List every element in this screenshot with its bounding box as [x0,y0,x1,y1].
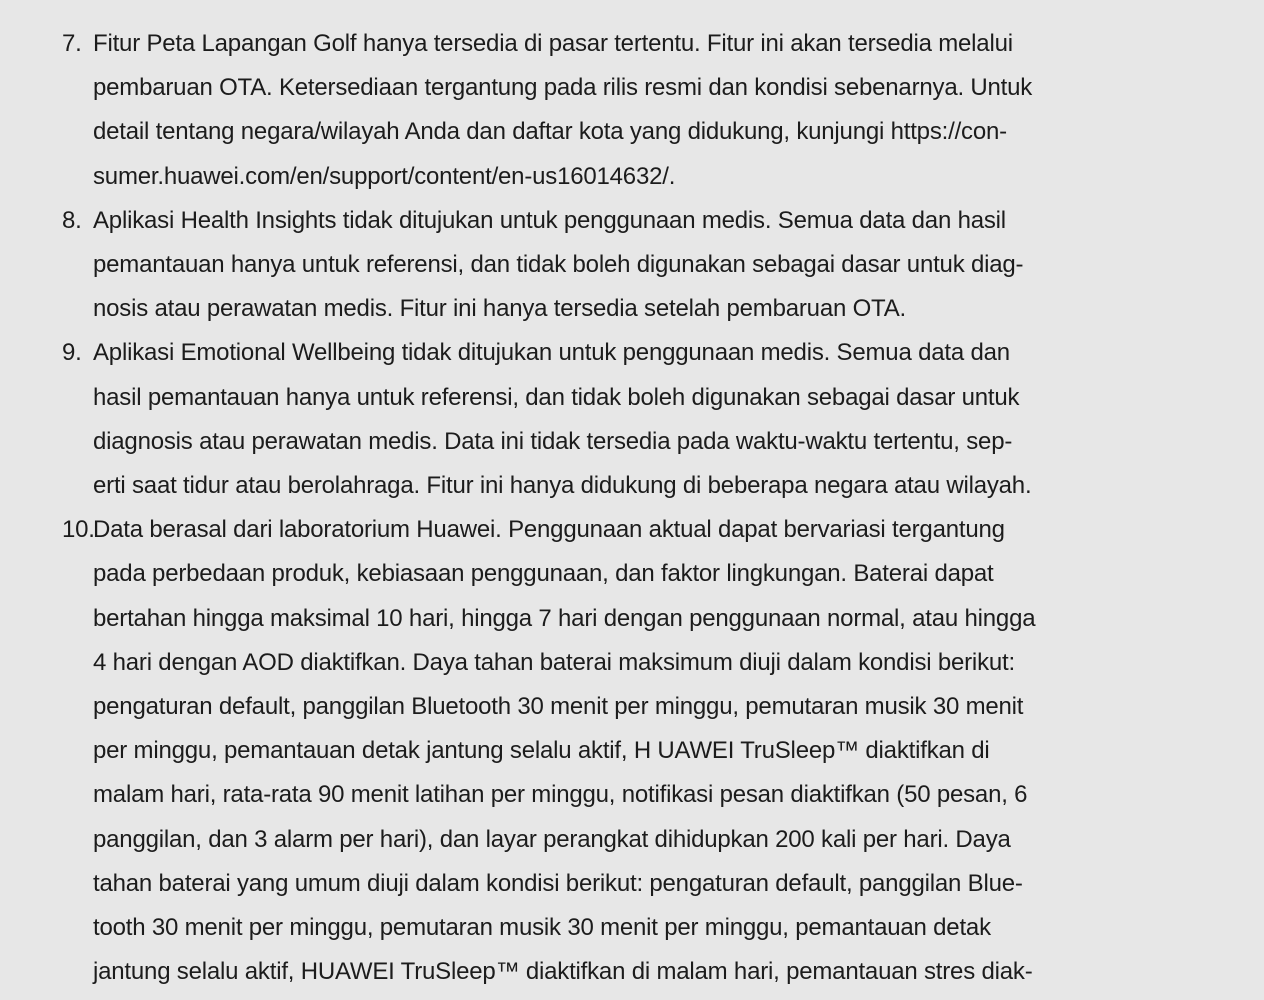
footnote-10 [62,508,1202,994]
footnote-line: sumer.huawei.com/en/support/content/en-us16014632/. [93,162,676,190]
footnote-line: erti saat tidur atau berolahraga. Fitur ini hanya didukung di beberapa negara atau wilayah. [93,472,1032,500]
footnote-line: per minggu, pemantauan detak jantung selalu aktif, H UAWEI TruSleep™ diaktifkan di [93,737,990,765]
footnote-line: diagnosis atau perawatan medis. Data ini tidak tersedia pada waktu-waktu tertentu, sep- [93,427,1013,455]
footnote-line: pada perbedaan produk, kebiasaan penggunaan, dan faktor lingkungan. Baterai dapat [93,560,994,588]
footnote-line: tahan baterai yang umum diuji dalam kondisi berikut: pengaturan default, panggilan Blue- [93,869,1023,897]
footnote-9 [62,331,1202,508]
footnote-number: 10. [62,516,95,544]
footnote-line: pemantauan hanya untuk referensi, dan tidak boleh digunakan sebagai dasar untuk diag- [93,251,1024,279]
footnote-line: Aplikasi Health Insights tidak ditujukan untuk penggunaan medis. Semua data dan hasil [93,206,1006,234]
footnote-line: 4 hari dengan AOD diaktifkan. Daya tahan baterai maksimum diuji dalam kondisi berikut: [93,648,1015,676]
footnote-line: pengaturan default, panggilan Bluetooth 30 menit per minggu, pemutaran musik 30 menit [93,693,1024,721]
footnote-line: hasil pemantauan hanya untuk referensi, dan tidak boleh digunakan sebagai dasar untuk [93,383,1020,411]
footnote-line: Data berasal dari laboratorium Huawei. Penggunaan aktual dapat bervariasi tergantung [93,516,1005,544]
footnote-number: 8. [62,206,82,234]
footnote-line: Aplikasi Emotional Wellbeing tidak ditujukan untuk penggunaan medis. Semua data dan [93,339,1010,367]
footnote-line: pembaruan OTA. Ketersediaan tergantung pada rilis resmi dan kondisi sebenarnya. Untuk [93,74,1033,102]
footnotes-list [62,22,1202,994]
footnote-line: jantung selalu aktif, HUAWEI TruSleep™ diaktifkan di malam hari, pemantauan stres diak- [93,958,1033,986]
footnote-line: Fitur Peta Lapangan Golf hanya tersedia di pasar tertentu. Fitur ini akan tersedia melalui [93,30,1013,57]
footnote-8 [62,199,1202,332]
footnote-number: 9. [62,339,82,367]
footnote-line: detail tentang negara/wilayah Anda dan daftar kota yang didukung, kunjungi https://con- [93,118,1007,146]
footnote-7 [62,22,1202,199]
footnote-line: tooth 30 menit per minggu, pemutaran musik 30 menit per minggu, pemantauan detak [93,914,991,942]
footnote-number: 7. [62,30,82,57]
footnote-line: bertahan hingga maksimal 10 hari, hingga 7 hari dengan penggunaan normal, atau hingga [93,604,1036,632]
footnote-line: panggilan, dan 3 alarm per hari), dan layar perangkat dihidupkan 200 kali per hari. Daya [93,825,1011,853]
footnote-line: nosis atau perawatan medis. Fitur ini hanya tersedia setelah pembaruan OTA. [93,295,907,323]
footnote-line: malam hari, rata-rata 90 menit latihan per minggu, notifikasi pesan diaktifkan (50 pesan, 6 [93,781,1028,809]
